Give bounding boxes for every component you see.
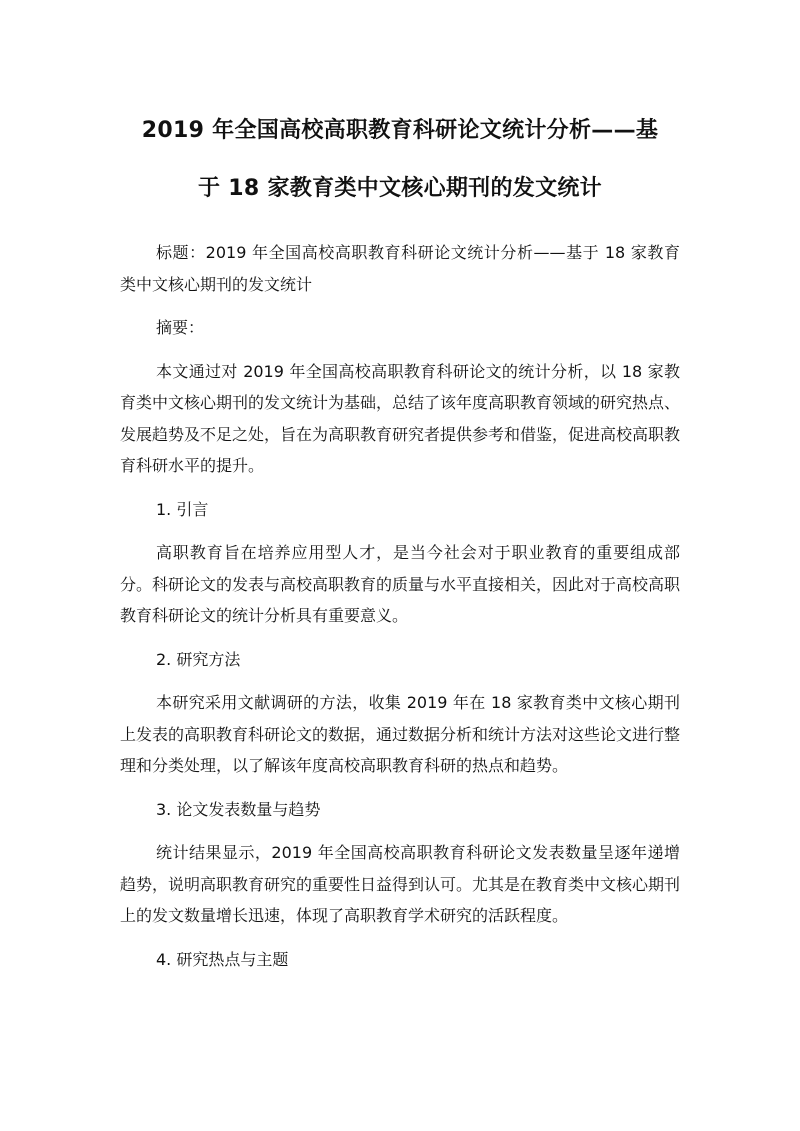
section-heading-trend: 3. 论文发表数量与趋势 [156, 799, 321, 819]
abstract-paragraph: 本文通过对 2019 年全国高校高职教育科研论文的统计分析，以 18 家教育类中文核心期刊的发文统计为基础，总结了该年度高职教育领域的研究热点、发展趋势及不足之处，旨在为高职教育研究者提供参考和借鉴，促进高校高职教育科研水平的提升。 [120, 361, 681, 475]
title-label-paragraph: 标题：2019 年全国高校高职教育科研论文统计分析——基于 18 家教育类中文核心期刊的发文统计 [120, 243, 680, 294]
title-line-2: 于 18 家教育类中文核心期刊的发文统计 [198, 176, 602, 201]
title-line-1: 2019 年全国高校高职教育科研论文统计分析——基 [141, 118, 659, 143]
section-heading-intro: 1. 引言 [156, 499, 209, 519]
abstract-label: 摘要： [156, 318, 205, 337]
section-text-trend: 统计结果显示，2019 年全国高校高职教育科研论文发表数量呈逐年递增趋势，说明高职教育研究的重要性日益得到认可。尤其是在教育类中文核心期刊上的发文数量增长迅速，体现了高职教育学术研究的活跃程度。 [120, 843, 681, 925]
section-text-method: 本研究采用文献调研的方法，收集 2019 年在 18 家教育类中文核心期刊上发表的高职教育科研论文的数据，通过数据分析和统计方法对这些论文进行整理和分类处理，以了解该年度高校高职教育科研的热点和趋势。 [120, 693, 681, 775]
section-text-intro: 高职教育旨在培养应用型人才，是当今社会对于职业教育的重要组成部分。科研论文的发表与高校高职教育的质量与水平直接相关，因此对于高校高职教育科研论文的统计分析具有重要意义。 [120, 543, 681, 625]
document-body [120, 237, 680, 975]
section-heading-hotspots: 4. 研究热点与主题 [156, 949, 289, 969]
section-heading-method: 2. 研究方法 [156, 649, 241, 669]
document-title [120, 102, 680, 218]
